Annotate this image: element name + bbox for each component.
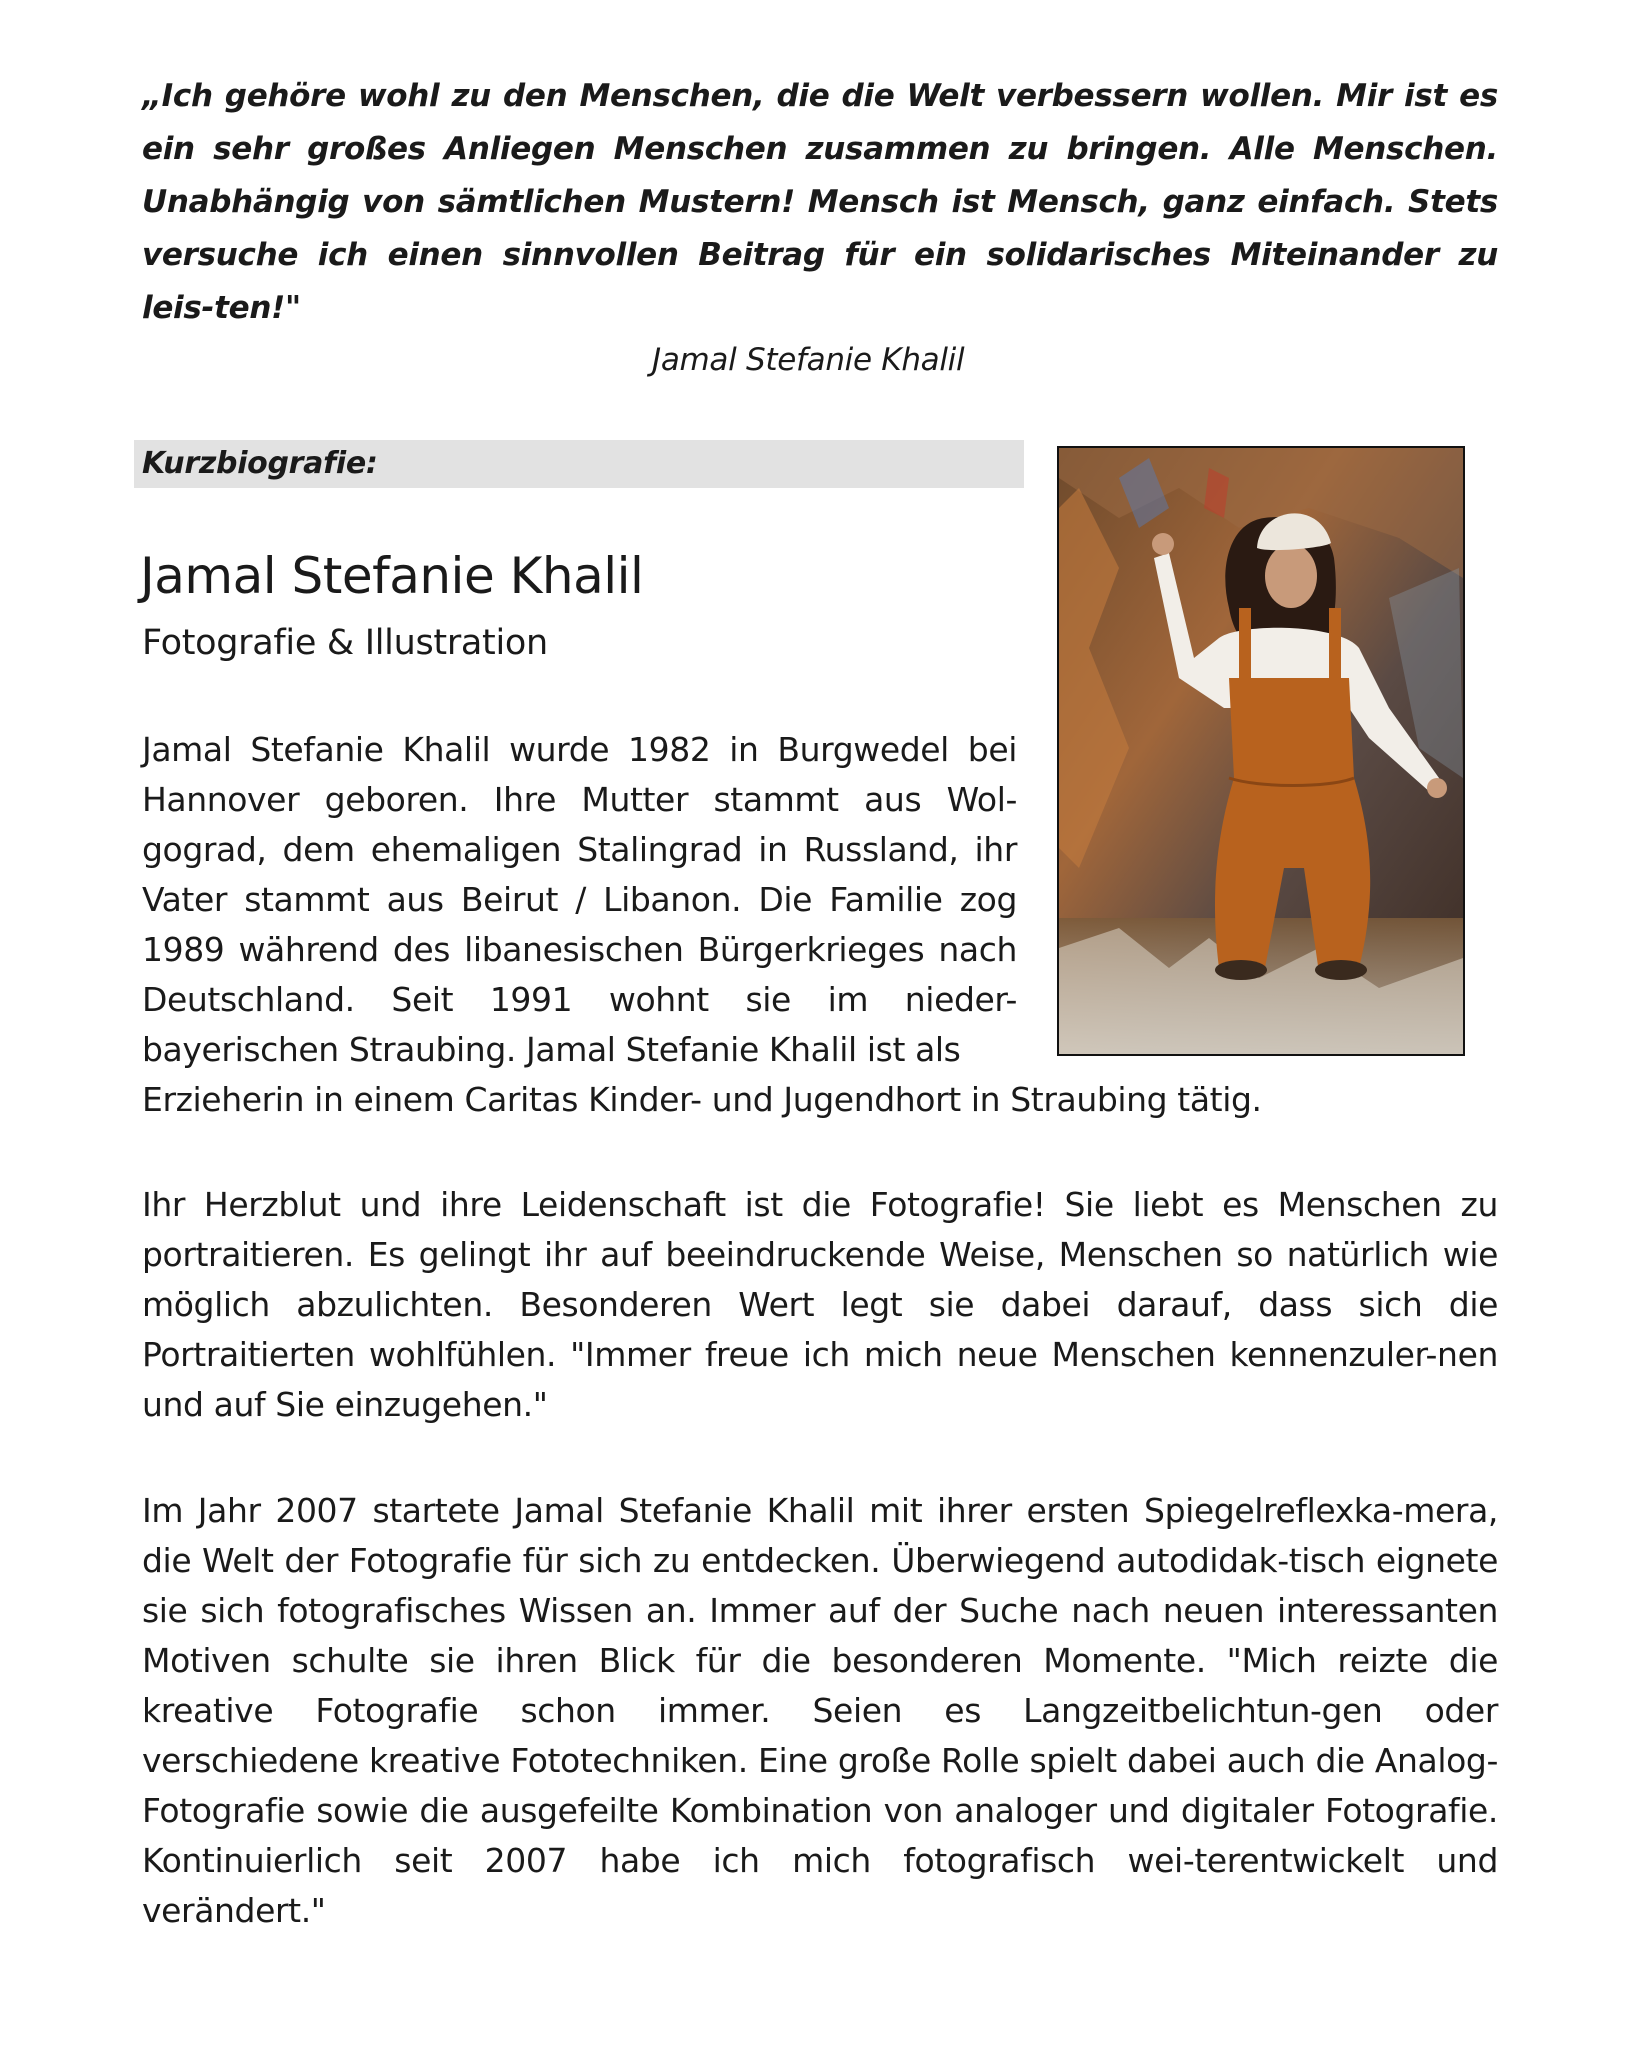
bio-paragraph-3: Im Jahr 2007 startete Jamal Stefanie Khalil mit ihrer ersten Spiegelreflexka-mera, die Welt der Fotografie für sich zu entdecken. Überwiegend autodidak-tisch eignete sie sich fotografisches Wissen an. Immer auf der Suche nach neuen interessanten Motiven schulte sie ihren Blick für die besonderen Momente. "Mich reizte die kreative Fotografie schon immer. Seien es Langzeitbelichtun-gen oder verschiedene kreative Fototechniken. Eine große Rolle spielt dabei auch die Analog-Fotografie sowie die ausgefeilte Kombination von analoger und digitaler Fotografie. Kontinuierlich seit 2007 habe ich mich fotografisch wei-terentwickelt und verändert." [142,1491,1498,1930]
portrait-photo-icon [1059,448,1463,1054]
section-label: Kurzbiografie: [142,446,378,481]
quote-author: Jamal Stefanie Khalil [652,342,965,378]
quote-block [142,70,1498,385]
bio-paragraph-1: Jamal Stefanie Khalil wurde 1982 in Burgwedel bei Hannover geboren. Ihre Mutter stammt aus Wol-gograd, dem ehemaligen Stalingrad in Russland, ihr Vater stammt aus Beirut / Libanon. Die Familie zog 1989 während des libanesischen Bürgerkrieges nach Deutschland. Seit 1991 wohnt sie im nieder-bayerischen Straubing. Jamal Stefanie Khalil ist als [142,730,1017,1069]
profile-subtitle: Fotografie & Illustration [142,623,548,663]
quote-text: „Ich gehöre wohl zu den Menschen, die die Welt verbessern wollen. Mir ist es ein sehr großes Anliegen Menschen zusammen zu bringen. Alle Menschen. Unabhängig von sämtlichen Mustern! Mensch ist Mensch, ganz einfach. Stets versuche ich einen sinnvollen Beitrag für ein solidarisches Miteinander zu leis-ten!" [142,78,1498,326]
bio-paragraph-1-end: Erzieherin in einem Caritas Kinder- und Jugendhort in Straubing tätig. [142,1080,1262,1119]
profile-name: Jamal Stefanie Khalil [140,547,644,605]
portrait-photo [1057,446,1465,1056]
bio-paragraph-2: Ihr Herzblut und ihre Leidenschaft ist die Fotografie! Sie liebt es Menschen zu portraitieren. Es gelingt ihr auf beeindruckende Weise, Menschen so natürlich wie möglich abzulichten. Besonderen Wert legt sie dabei darauf, dass sich die Portraitierten wohlfühlen. "Immer freue ich mich neue Menschen kennenzuler-nen und auf Sie einzugehen." [142,1185,1498,1424]
